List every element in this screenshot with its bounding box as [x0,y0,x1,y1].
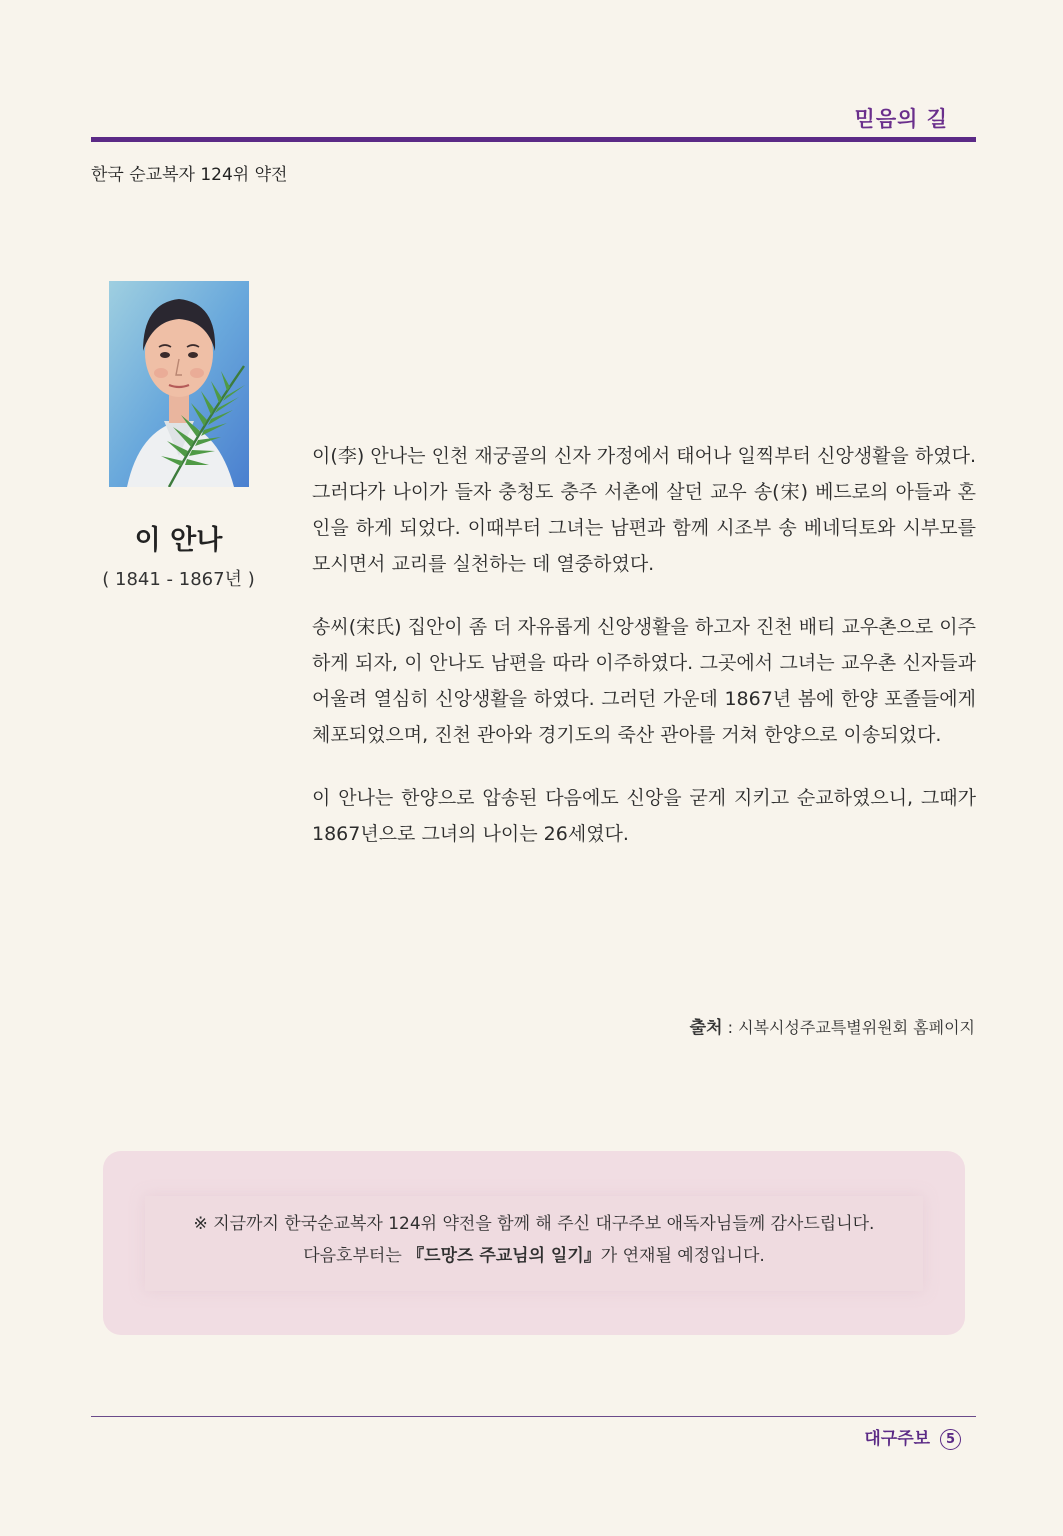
martyr-portrait-icon [109,281,249,487]
article-paragraph: 송씨(宋氏) 집안이 좀 더 자유롭게 신앙생활을 하고자 진천 배티 교우촌으로 이주하게 되자, 이 안나도 남편을 따라 이주하였다. 그곳에서 그녀는 교우촌 신자들과 어울려 열심히 신앙생활을 하였다. 그러던 가운데 1867년 봄에 한양 포졸들에게 체포되었으며, 진천 관아와 경기도의 죽산 관아를 거쳐 한양으로 이송되었다. [312,616,976,746]
martyr-name: 이 안나 [134,525,223,556]
footer [864,1424,961,1450]
next-series-title: 『드망즈 주교님의 일기』 [407,1246,601,1266]
article-body [312,438,976,879]
source-text: 시복시성주교특별위원회 홈페이지 [738,1018,975,1037]
notice-line-2-prefix: 다음호부터는 [303,1246,408,1266]
publication-name: 대구주보 [864,1429,931,1449]
notice-content [145,1196,923,1291]
article-paragraph: 이 안나는 한양으로 압송된 다음에도 신앙을 굳게 지키고 순교하였으니, 그때가 1867년으로 그녀의 나이는 26세였다. [312,787,976,845]
martyr-years: ( 1841 - 1867년 ) [102,569,255,590]
notice-line-2 [145,1240,923,1272]
series-title: 한국 순교복자 124위 약전 [91,165,288,185]
source-label: 출처 [689,1018,723,1038]
source-separator: : [722,1018,739,1037]
source-credit [690,1013,975,1038]
page-number: 5 [940,1429,961,1450]
notice-line-2-suffix: 가 연재될 예정입니다. [600,1246,765,1266]
header-divider [91,137,976,142]
article-paragraph: 이(李) 안나는 인천 재궁골의 신자 가정에서 태어나 일찍부터 신앙생활을 하였다. 그러다가 나이가 들자 충청도 충주 서촌에 살던 교우 송(宋) 베드로의 아들과 혼인을 하게 되었다. 이때부터 그녀는 남편과 함께 시조부 송 베네딕토와 시부모를 모시면서 교리를 실천하는 데 열중하였다. [312,445,976,575]
notice-line-1: ※ 지금까지 한국순교복자 124위 약전을 함께 해 주신 대구주보 애독자님들께 감사드립니다. [193,1214,875,1234]
section-title: 믿음의 길 [854,107,948,131]
footer-divider [91,1416,976,1417]
notice-box [103,1151,965,1335]
